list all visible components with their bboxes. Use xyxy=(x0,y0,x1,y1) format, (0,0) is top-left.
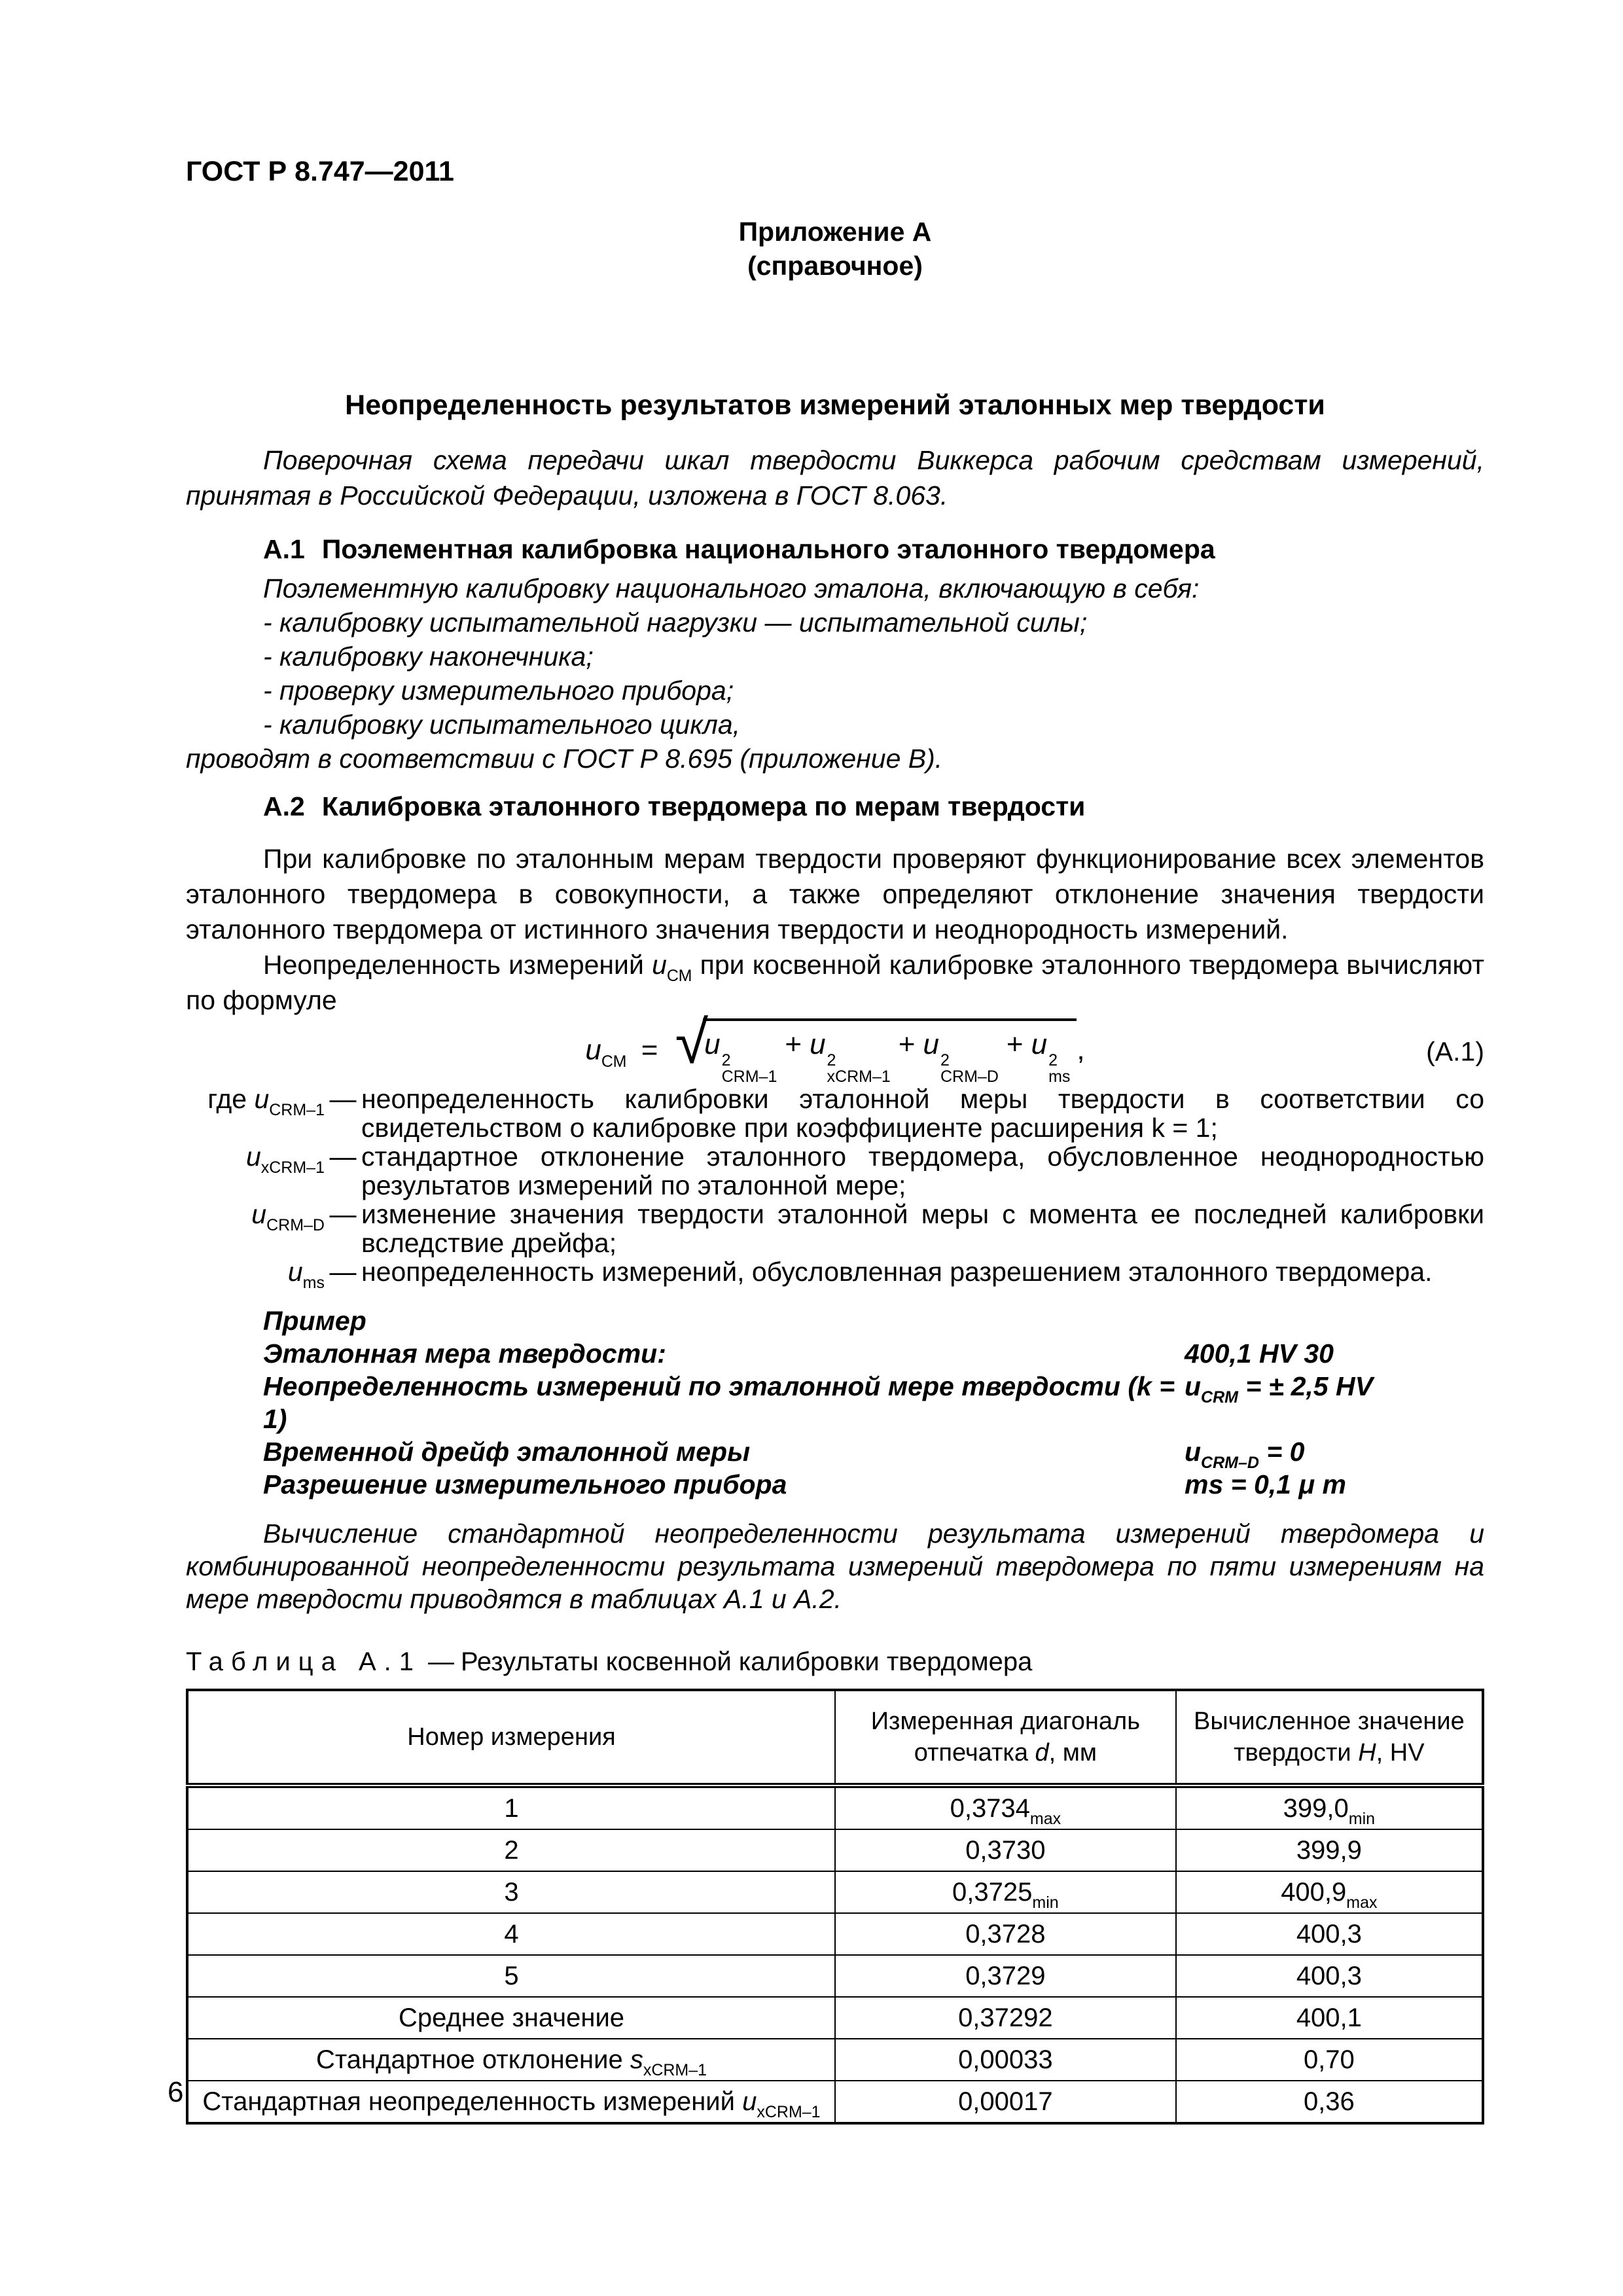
definition-term xyxy=(186,1200,325,1257)
cell-text: 5 xyxy=(504,1961,519,1990)
header-symbol: d xyxy=(1035,1739,1049,1767)
a1-tail: проводят в соответствии с ГОСТ Р 8.695 (приложение В). xyxy=(186,744,943,774)
cell-subscript: min xyxy=(1032,1893,1059,1912)
table-cell xyxy=(835,2039,1176,2081)
example-value xyxy=(1185,1370,1484,1435)
term-symbol: u xyxy=(923,1028,939,1060)
table-cell xyxy=(1176,1997,1483,2039)
cell-text: Стандартная неопределенность измерений xyxy=(202,2087,743,2116)
cell-text: 4 xyxy=(504,1919,519,1948)
section-a2-heading xyxy=(263,789,1484,823)
cell-text: 0,37292 xyxy=(958,2003,1053,2032)
table-cell xyxy=(835,1829,1176,1871)
term-sub: CRM–1 xyxy=(721,1067,777,1086)
a1-item: - калибровку наконечника; xyxy=(263,641,594,672)
definition-term xyxy=(186,1085,325,1142)
definition-row xyxy=(186,1257,1484,1292)
gost-code: ГОСТ Р 8.747—2011 xyxy=(186,156,454,187)
definition-dash: — xyxy=(329,1257,357,1287)
formula-number: (А.1) xyxy=(1426,1036,1484,1067)
a1-item: - калибровку испытательного цикла, xyxy=(263,709,741,740)
intro-paragraph: Поверочная схема передачи шкал твердости Виккерса рабочим средствам измерений, принятая в Российской Федерации, изложена в ГОСТ 8.063. xyxy=(186,445,1484,511)
formula-term xyxy=(1031,1028,1071,1086)
definition-symbol: u xyxy=(245,1141,261,1172)
cell-text: 0,70 xyxy=(1303,2045,1355,2074)
formula xyxy=(585,1009,1085,1086)
definition-text: неопределенность измерений, обусловленная разрешением эталонного твердомера. xyxy=(361,1257,1433,1287)
cell-subscript: max xyxy=(1346,1893,1378,1912)
formula-term xyxy=(923,1028,1031,1086)
definition-subscript: CRM–D xyxy=(266,1216,325,1234)
table-caption-dash: — xyxy=(428,1647,454,1676)
equals-sign: = xyxy=(641,1033,658,1066)
example-value-text: 400,1 HV 30 xyxy=(1185,1338,1334,1369)
definition-lead: где xyxy=(207,1084,255,1114)
term-supsub xyxy=(722,1052,777,1085)
cell-text: 0,3734 xyxy=(950,1793,1030,1823)
example-value xyxy=(1185,1468,1484,1501)
plus-sign: + xyxy=(785,1028,802,1060)
plus-sign: + xyxy=(1006,1028,1024,1060)
cell-text: 0,00033 xyxy=(958,2045,1053,2074)
cell-text: 0,3729 xyxy=(965,1961,1046,1990)
definition-symbol: u xyxy=(287,1257,303,1287)
table-cell xyxy=(1176,1829,1483,1871)
example-value-symbol: u xyxy=(1185,1437,1202,1467)
example-label: Разрешение измерительного прибора xyxy=(263,1469,787,1499)
term-sup: 2 xyxy=(827,1051,836,1069)
cell-symbol: s xyxy=(630,2045,643,2074)
section-a1-title: Поэлементная калибровка национального эталонного твердомера xyxy=(321,534,1215,564)
example-value-symbol: u xyxy=(1185,1371,1202,1401)
table-cell xyxy=(835,1913,1176,1955)
page-title: Неопределенность результатов измерений эталонных мер твердости xyxy=(345,389,1325,421)
cell-text: 400,9 xyxy=(1281,1877,1347,1907)
table-cell xyxy=(187,1955,835,1997)
table-row xyxy=(187,2039,1483,2081)
a2-p2-text: при косвенной калибровке эталонного твердомера вычисляют по формуле xyxy=(186,950,1484,1015)
definition-term xyxy=(186,1142,325,1200)
definition-subscript: CRM–1 xyxy=(269,1101,325,1119)
definition-dash: — xyxy=(329,1199,357,1229)
example-value xyxy=(1185,1435,1484,1472)
table-header-cell xyxy=(187,1690,835,1785)
definition-text: стандартное отклонение эталонного твердомера, обусловленное неоднородностью результатов измерений по эталонной мере; xyxy=(361,1141,1484,1200)
definitions-list xyxy=(186,1084,1484,1292)
formula-term xyxy=(810,1028,923,1086)
a1-item: - проверку измерительного прибора; xyxy=(263,675,734,706)
cell-text: 0,36 xyxy=(1303,2087,1355,2116)
table-cell xyxy=(1176,2081,1483,2123)
radical-icon: √ xyxy=(675,1009,709,1076)
table-row xyxy=(187,2081,1483,2123)
header-text: , HV xyxy=(1376,1739,1425,1767)
a2-paragraph-1: При калибровке по эталонным мерам твердости проверяют функционирование всех элементов эталонного твердомера в совокупности, а также определяют отклонение значения твердости эталонного твердомера от истинного значения твердости и неоднородность измерений. xyxy=(186,844,1484,944)
table-caption-label: Таблица А.1 xyxy=(186,1647,421,1676)
term-supsub xyxy=(1048,1052,1070,1085)
table-row xyxy=(187,1997,1483,2039)
example-label: Временной дрейф эталонной меры xyxy=(263,1437,751,1467)
table-row xyxy=(187,1829,1483,1871)
cell-subscript: xCRM–1 xyxy=(643,2060,707,2079)
cell-text: 400,3 xyxy=(1296,1919,1362,1948)
table-cell xyxy=(835,2081,1176,2123)
cell-text: 0,3730 xyxy=(965,1835,1046,1865)
table-cell xyxy=(187,2081,835,2123)
definition-row xyxy=(186,1142,1484,1200)
page-number: 6 xyxy=(168,2076,184,2108)
term-sup: 2 xyxy=(721,1051,731,1069)
term-sub: ms xyxy=(1048,1067,1071,1086)
section-a1-body xyxy=(186,571,1484,776)
cell-text: 399,9 xyxy=(1296,1835,1362,1865)
table-cell xyxy=(187,2039,835,2081)
section-a1-number: А.1 xyxy=(263,534,305,564)
table-row xyxy=(187,1785,1483,1829)
table-cell xyxy=(835,1955,1176,1997)
cell-subscript: max xyxy=(1029,1809,1061,1828)
square-root xyxy=(675,1009,1077,1086)
term-sub: xCRM–1 xyxy=(827,1067,891,1086)
cell-subscript: xCRM–1 xyxy=(757,2102,821,2121)
table-row xyxy=(187,1913,1483,1955)
cell-text: Среднее значение xyxy=(398,2003,625,2032)
definition-dash: — xyxy=(329,1141,357,1172)
cell-symbol: u xyxy=(742,2087,757,2116)
definition-row xyxy=(186,1200,1484,1257)
table-cell xyxy=(1176,1785,1483,1829)
example-value-subscript: CRM–D xyxy=(1201,1454,1259,1472)
closing-paragraph: Вычисление стандартной неопределенности результата измерений твердомера и комбинированной неопределенности результата измерений твердомера по пяти измерениям на мере твердости приводятся в таблицах А.1 и А.2. xyxy=(186,1518,1484,1614)
appendix-label: Приложение А xyxy=(738,217,932,247)
appendix-block xyxy=(186,215,1484,283)
cell-text: 2 xyxy=(504,1835,519,1865)
example-row xyxy=(263,1468,1484,1501)
cell-text: 400,1 xyxy=(1296,2003,1362,2032)
definition-text: неопределенность калибровки эталонной меры твердости в соответствии со свидетельством о калибровке при коэффициенте расширения k = 1; xyxy=(361,1084,1484,1143)
table-cell xyxy=(187,1871,835,1913)
table-cell xyxy=(187,1785,835,1829)
header-text: , мм xyxy=(1048,1739,1097,1767)
definition-term xyxy=(186,1257,325,1292)
a2-p2-text: Неопределенность измерений xyxy=(263,950,652,980)
header-text: Вычисленное значение твердости xyxy=(1193,1708,1465,1767)
table-cell xyxy=(1176,1955,1483,1997)
term-sub: CRM–D xyxy=(940,1067,999,1086)
header-text: Измеренная диагональ отпечатка xyxy=(870,1708,1141,1767)
cell-text: 0,3725 xyxy=(952,1877,1033,1907)
table-cell xyxy=(835,1871,1176,1913)
example-value-subscript: CRM xyxy=(1201,1388,1238,1407)
example-block xyxy=(263,1304,1484,1501)
header-symbol: H xyxy=(1358,1739,1376,1767)
table-cell xyxy=(1176,1913,1483,1955)
definition-row xyxy=(186,1085,1484,1142)
table-cell xyxy=(187,1829,835,1871)
radicand xyxy=(703,1018,1077,1085)
table-row xyxy=(187,1955,1483,1997)
term-symbol: u xyxy=(810,1028,826,1060)
definition-dash: — xyxy=(329,1084,357,1114)
a2-paragraph-2 xyxy=(186,947,1484,1018)
definition-text: изменение значения твердости эталонной меры с момента ее последней калибровки вследствие дрейфа; xyxy=(361,1199,1484,1258)
example-value-text: = 0 xyxy=(1258,1437,1305,1467)
formula-block xyxy=(186,1009,1484,1086)
cell-text: 0,00017 xyxy=(958,2087,1053,2116)
term-symbol: u xyxy=(1031,1028,1048,1060)
table-cell xyxy=(835,1785,1176,1829)
u-symbol: u xyxy=(652,950,667,980)
table-header-cell xyxy=(835,1690,1176,1785)
table-cell xyxy=(835,1997,1176,2039)
example-label: Эталонная мера твердости: xyxy=(263,1338,666,1369)
term-supsub xyxy=(827,1052,891,1085)
term-supsub xyxy=(940,1052,999,1085)
definition-subscript: xCRM–1 xyxy=(260,1158,325,1177)
term-sup: 2 xyxy=(940,1051,950,1069)
cell-text: 399,0 xyxy=(1283,1793,1349,1823)
table-row xyxy=(187,1871,1483,1913)
appendix-note: (справочное) xyxy=(747,251,923,281)
table-caption-text: Результаты косвенной калибровки твердомера xyxy=(461,1647,1033,1676)
results-table xyxy=(186,1689,1484,2125)
table-cell xyxy=(187,1913,835,1955)
term-symbol: u xyxy=(704,1028,721,1060)
formula-lhs-subscript: СМ xyxy=(601,1052,627,1071)
cell-subscript: min xyxy=(1348,1809,1376,1828)
term-sup: 2 xyxy=(1048,1051,1058,1069)
table-header-row xyxy=(187,1690,1483,1785)
definition-symbol: u xyxy=(251,1199,267,1229)
a1-item: - калибровку испытательной нагрузки — испытательной силы; xyxy=(263,607,1088,637)
example-heading: Пример xyxy=(263,1306,366,1336)
table-cell xyxy=(187,1997,835,2039)
example-value-text: ms = 0,1 μ m xyxy=(1185,1469,1346,1499)
cell-text: 3 xyxy=(504,1877,519,1907)
a1-lead: Поэлементную калибровку национального эталона, включающую в себя: xyxy=(263,573,1200,603)
example-value xyxy=(1185,1337,1484,1370)
section-a2-number: А.2 xyxy=(263,791,305,821)
u-subscript: СМ xyxy=(666,967,692,985)
definition-subscript: ms xyxy=(302,1274,325,1292)
formula-comma: , xyxy=(1077,1033,1085,1066)
formula-lhs-symbol: u xyxy=(585,1033,601,1066)
formula-term xyxy=(704,1028,810,1086)
table-cell xyxy=(1176,1871,1483,1913)
example-row xyxy=(263,1435,1484,1472)
table-header-cell xyxy=(1176,1690,1483,1785)
table-caption xyxy=(186,1647,1484,1677)
example-row xyxy=(263,1337,1484,1370)
cell-text: 1 xyxy=(504,1793,519,1823)
section-a2-title: Калибровка эталонного твердомера по мерам твердости xyxy=(321,791,1086,821)
example-row xyxy=(263,1370,1484,1435)
table-cell xyxy=(1176,2039,1483,2081)
header-text: Номер измерения xyxy=(407,1723,616,1751)
example-value-text: = ± 2,5 HV xyxy=(1238,1371,1373,1401)
cell-text: 0,3728 xyxy=(965,1919,1046,1948)
cell-text: Стандартное отклонение xyxy=(315,2045,630,2074)
plus-sign: + xyxy=(898,1028,916,1060)
cell-text: 400,3 xyxy=(1296,1961,1362,1990)
section-a1-heading xyxy=(263,532,1484,566)
definition-symbol: u xyxy=(254,1084,270,1114)
example-label: Неопределенность измерений по эталонной мере твердости (k = 1) xyxy=(263,1371,1175,1434)
